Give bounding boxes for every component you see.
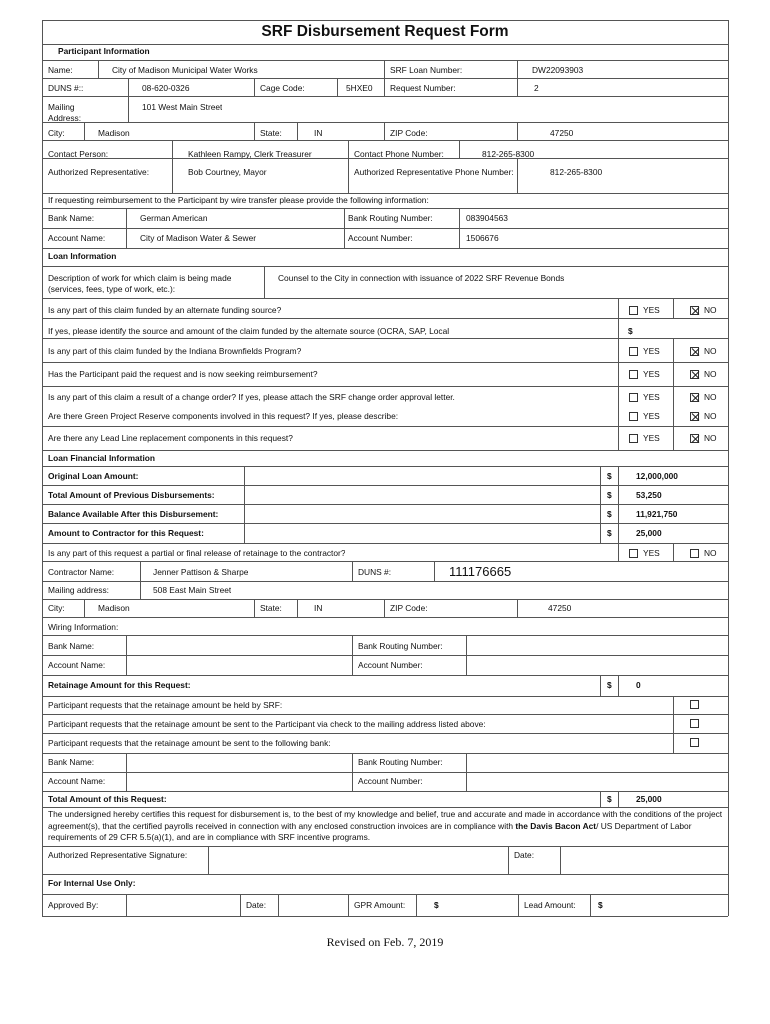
city[interactable]: Madison: [98, 128, 130, 138]
financial-section-label: Loan Financial Information: [48, 453, 156, 463]
gpr-dollar: $: [434, 900, 439, 910]
work-description[interactable]: Counsel to the City in connection with issuance of 2022 SRF Revenue Bonds: [278, 273, 565, 283]
q6-yes-label: YES: [643, 433, 660, 443]
mailing-address[interactable]: 101 West Main Street: [142, 102, 223, 112]
q5-no-label: NO: [704, 411, 717, 421]
state-label: State:: [260, 128, 282, 138]
q6-text: Are there any Lead Line replacement components in this request?: [48, 433, 293, 443]
q3-yes-checkbox[interactable]: [629, 370, 638, 379]
internal-section-label: For Internal Use Only:: [48, 878, 136, 888]
q4-no-label: NO: [704, 392, 717, 402]
previous-dollar: $: [607, 490, 612, 500]
retainage-yes-checkbox[interactable]: [629, 549, 638, 558]
q2-yes-label: YES: [643, 346, 660, 356]
revision-note: Revised on Feb. 7, 2019: [326, 935, 444, 949]
duns-number[interactable]: 08-620-0326: [142, 83, 190, 93]
contractor-city[interactable]: Madison: [98, 603, 130, 613]
q4-text: Is any part of this claim a result of a change order? If yes, please attach the SRF change order approval letter.: [48, 392, 455, 402]
state[interactable]: IN: [314, 128, 323, 138]
zip[interactable]: 47250: [550, 128, 574, 138]
loan-section-label: Loan Information: [48, 251, 117, 261]
wire-note: If requesting reimbursement to the Participant by wire transfer please provide the following information:: [48, 195, 429, 205]
srf-loan-number[interactable]: DW22093903: [532, 65, 584, 75]
q5-yes-checkbox[interactable]: [629, 412, 638, 421]
mailing-label: Mailing Address:: [48, 102, 82, 123]
retainage-option-2-checkbox[interactable]: [690, 719, 699, 728]
contractor-name-label: Contractor Name:: [48, 567, 115, 577]
q2-no-label: NO: [704, 346, 717, 356]
request-number[interactable]: 2: [534, 83, 539, 93]
retainage-account-number-label: Account Number:: [358, 776, 423, 786]
q2-yes-checkbox[interactable]: [629, 347, 638, 356]
contractor-mailing[interactable]: 508 East Main Street: [153, 585, 232, 595]
q5-no-checkbox[interactable]: [690, 412, 699, 421]
contractor-city-label: City:: [48, 603, 65, 613]
contact-phone-label: Contact Phone Number:: [354, 149, 444, 159]
contractor-duns[interactable]: 111176665: [449, 565, 512, 579]
retainage-option-1-checkbox[interactable]: [690, 700, 699, 709]
wiring-label: Wiring Information:: [48, 622, 119, 632]
gpr-label: GPR Amount:: [354, 900, 406, 910]
q2-text: Is any part of this claim funded by the Indiana Brownfields Program?: [48, 346, 302, 356]
original-dollar: $: [607, 471, 612, 481]
retainage-dollar: $: [607, 680, 612, 690]
contractor-account-name-label: Account Name:: [48, 660, 106, 670]
contractor-state-label: State:: [260, 603, 282, 613]
signature-label: Authorized Representative Signature:: [48, 850, 188, 860]
previous-label: Total Amount of Previous Disbursements:: [48, 490, 215, 500]
original-amount[interactable]: 12,000,000: [636, 471, 678, 481]
q6-yes-checkbox[interactable]: [629, 434, 638, 443]
contractor-zip-label: ZIP Code:: [390, 603, 428, 613]
retainage-no-checkbox[interactable]: [690, 549, 699, 558]
q3-text: Has the Participant paid the request and is now seeking reimbursement?: [48, 369, 318, 379]
q1-no-checkbox[interactable]: [690, 306, 699, 315]
total-dollar: $: [607, 794, 612, 804]
q1-yes-checkbox[interactable]: [629, 306, 638, 315]
contractor-duns-label: DUNS #:: [358, 567, 392, 577]
retainage-amount-label: Retainage Amount for this Request:: [48, 680, 191, 690]
account-name[interactable]: City of Madison Water & Sewer: [140, 233, 257, 243]
q1b-dollar: $: [628, 326, 633, 336]
q5-text: Are there Green Project Reserve components involved in this request? If yes, please describe:: [48, 411, 399, 421]
form-title: SRF Disbursement Request Form: [261, 23, 509, 40]
contractor-amount[interactable]: 25,000: [636, 528, 662, 538]
contractor-account-number-label: Account Number:: [358, 660, 423, 670]
q1-text: Is any part of this claim funded by an alternate funding source?: [48, 305, 282, 315]
q3-no-label: NO: [704, 369, 717, 379]
routing-number[interactable]: 083904563: [466, 213, 508, 223]
participant-name[interactable]: City of Madison Municipal Water Works: [112, 65, 258, 75]
auth-rep-label: Authorized Representative:: [48, 167, 150, 177]
q2-no-checkbox[interactable]: [690, 347, 699, 356]
contractor-dollar: $: [607, 528, 612, 538]
name-label: Name:: [48, 65, 73, 75]
account-name-label: Account Name:: [48, 233, 106, 243]
original-label: Original Loan Amount:: [48, 471, 139, 481]
contact-phone[interactable]: 812-265-8300: [482, 149, 535, 159]
auth-phone-label: Authorized Representative Phone Number:: [354, 167, 514, 177]
q4-no-checkbox[interactable]: [690, 393, 699, 402]
desc-label: Description of work for which claim is being made (services, fees, type of work, etc.):: [48, 273, 232, 294]
lead-dollar: $: [598, 900, 603, 910]
balance-amount[interactable]: 11,921,750: [636, 509, 678, 519]
cage-code[interactable]: 5HXE0: [346, 83, 373, 93]
contractor-zip[interactable]: 47250: [548, 603, 572, 613]
retainage-option-3: Participant requests that the retainage amount be sent to the following bank:: [48, 738, 331, 748]
duns-label: DUNS #::: [48, 83, 84, 93]
signature-date-label: Date:: [514, 850, 535, 860]
contractor-amount-label: Amount to Contractor for this Request:: [48, 528, 204, 538]
contractor-routing-label: Bank Routing Number:: [358, 641, 443, 651]
account-number[interactable]: 1506676: [466, 233, 499, 243]
approved-label: Approved By:: [48, 900, 99, 910]
q5-yes-label: YES: [643, 411, 660, 421]
q6-no-label: NO: [704, 433, 717, 443]
city-label: City:: [48, 128, 65, 138]
retainage-option-2: Participant requests that the retainage amount be sent to the Participant via check to the mailing address listed above:: [48, 719, 486, 729]
retainage-bank-label: Bank Name:: [48, 757, 95, 767]
contractor-bank-label: Bank Name:: [48, 641, 95, 651]
retainage-question: Is any part of this request a partial or final release of retainage to the contractor?: [48, 548, 346, 558]
bank-name-label: Bank Name:: [48, 213, 95, 223]
routing-label: Bank Routing Number:: [348, 213, 433, 223]
retainage-no-label: NO: [704, 548, 717, 558]
lead-label: Lead Amount:: [524, 900, 576, 910]
retainage-routing-label: Bank Routing Number:: [358, 757, 443, 767]
certification-text: The undersigned hereby certifies this request for disbursement is, to the best of my knowledge and belief, true and accurate and made in accordance with the conditions of the project agreement(s), that the certified payrolls received in connection with any enclosed construction invoices are in compliance with the Davis Bacon Act/ US Department of Labor requirements of 29 CFR 5.5(a)(1), and are in compliance with SRF incentive programs.: [48, 809, 723, 842]
balance-label: Balance Available After this Disbursement:: [48, 509, 219, 519]
q4-yes-label: YES: [643, 392, 660, 402]
contractor-name[interactable]: Jenner Pattison & Sharpe: [153, 567, 249, 577]
q6-no-checkbox[interactable]: [690, 434, 699, 443]
total-label: Total Amount of this Request:: [48, 794, 167, 804]
retainage-account-name-label: Account Name:: [48, 776, 106, 786]
request-label: Request Number:: [390, 83, 456, 93]
account-number-label: Account Number:: [348, 233, 413, 243]
retainage-yes-label: YES: [643, 548, 660, 558]
retainage-amount[interactable]: 0: [636, 680, 641, 690]
internal-date-label: Date:: [246, 900, 267, 910]
balance-dollar: $: [607, 509, 612, 519]
previous-amount[interactable]: 53,250: [636, 490, 662, 500]
contractor-mailing-label: Mailing address:: [48, 585, 109, 595]
bank-name[interactable]: German American: [140, 213, 208, 223]
q1-no-label: NO: [704, 305, 717, 315]
total-amount[interactable]: 25,000: [636, 794, 662, 804]
q3-no-checkbox[interactable]: [690, 370, 699, 379]
srf-loan-label: SRF Loan Number:: [390, 65, 463, 75]
auth-phone[interactable]: 812-265-8300: [550, 167, 603, 177]
q1b-text: If yes, please identify the source and amount of the claim funded by the alternate source (OCRA, SAP, Local: [48, 326, 450, 336]
q3-yes-label: YES: [643, 369, 660, 379]
retainage-option-3-checkbox[interactable]: [690, 738, 699, 747]
contact-person[interactable]: Kathleen Rampy, Clerk Treasurer: [188, 149, 312, 159]
q1-yes-label: YES: [643, 305, 660, 315]
zip-label: ZIP Code:: [390, 128, 428, 138]
contact-label: Contact Person:: [48, 149, 109, 159]
auth-rep[interactable]: Bob Courtney, Mayor: [188, 167, 267, 177]
retainage-option-1: Participant requests that the retainage amount be held by SRF:: [48, 700, 283, 710]
cage-label: Cage Code:: [260, 83, 305, 93]
contractor-state[interactable]: IN: [314, 603, 323, 613]
participant-section-label: Participant Information: [58, 46, 150, 56]
q4-yes-checkbox[interactable]: [629, 393, 638, 402]
